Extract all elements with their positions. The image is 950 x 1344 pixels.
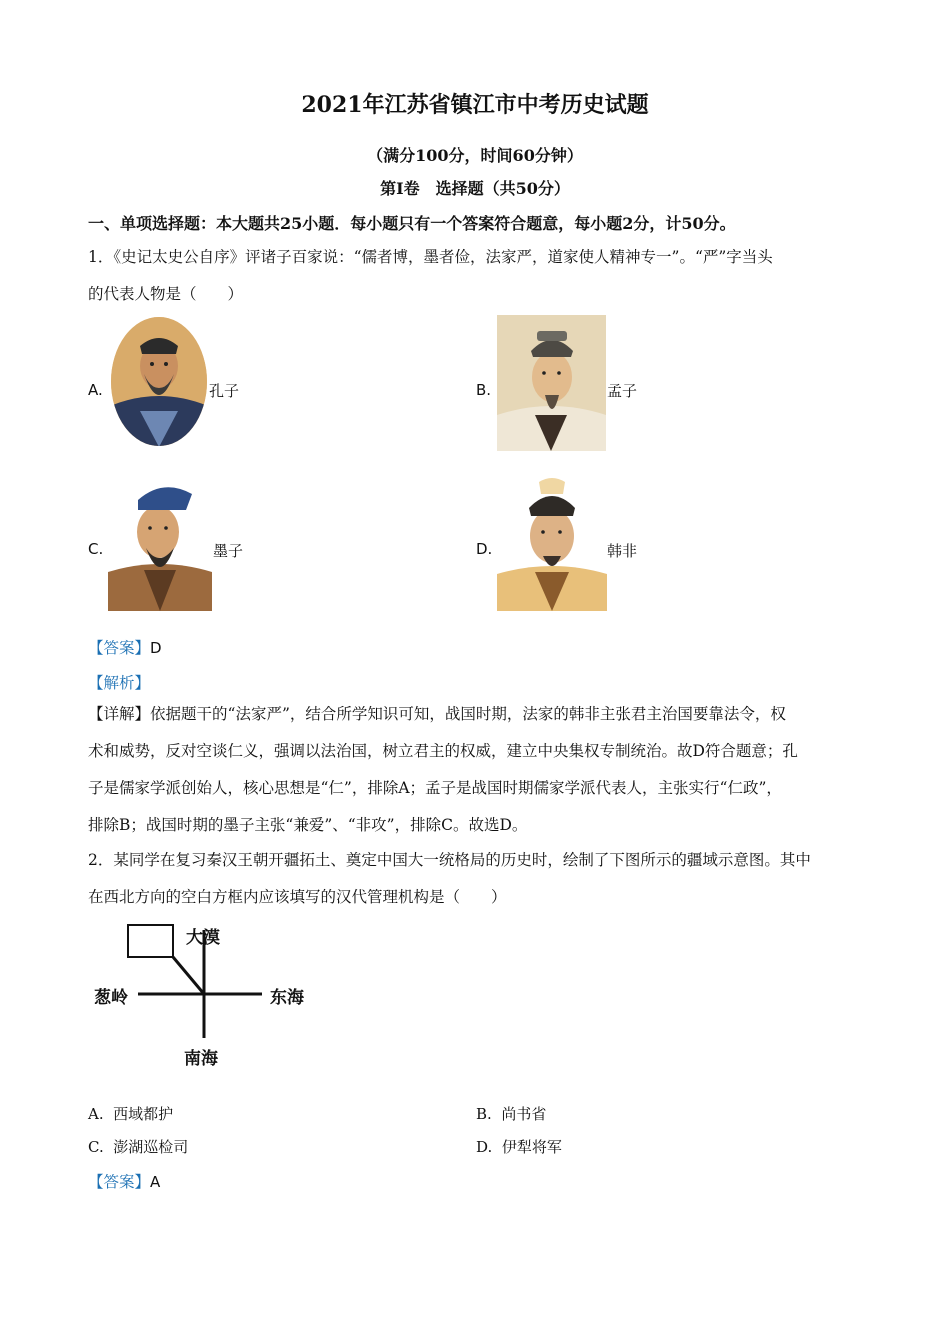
q1-option-d-letter: D. bbox=[476, 540, 493, 558]
map-label-west: 葱岭 bbox=[94, 988, 128, 1008]
document-title: 2021年江苏省镇江市中考历史试题 bbox=[301, 92, 649, 118]
q1-analysis-label: 【解析】 bbox=[88, 674, 151, 692]
q1-answer bbox=[88, 636, 162, 658]
q1-option-a-text: 孔子 bbox=[209, 382, 240, 400]
section-heading: 一、单项选择题：本大题共25小题．每小题只有一个答案符合题意，每小题2分，计50分。 bbox=[88, 214, 736, 233]
detail-label: 【详解】 bbox=[88, 705, 151, 723]
option-text: 伊犁将军 bbox=[501, 1138, 562, 1156]
part-heading: 第Ⅰ卷 选择题（共50分） bbox=[380, 179, 570, 198]
q2-answer bbox=[88, 1170, 160, 1192]
exam-meta: （满分100分，时间60分钟） bbox=[367, 146, 583, 165]
answer-value: A bbox=[150, 1173, 161, 1191]
detail-text: 依据题干的“法家严”，结合所学知识可知，战国时期，法家的韩非主张君主治国要靠法令，权 bbox=[150, 705, 786, 723]
answer-label: 【答案】 bbox=[88, 639, 151, 657]
q1-option-d-text: 韩非 bbox=[607, 542, 638, 560]
option-text: 澎湖巡检司 bbox=[113, 1138, 189, 1156]
map-label-south: 南海 bbox=[184, 1049, 218, 1069]
q2-option-a bbox=[88, 1103, 173, 1124]
option-letter: B. bbox=[476, 1105, 492, 1123]
q2-option-b bbox=[476, 1103, 546, 1124]
option-text: 尚书省 bbox=[501, 1105, 547, 1123]
option-letter: C. bbox=[88, 1138, 104, 1156]
q2-stem-line2: 在西北方向的空白方框内应该填写的汉代管理机构是（ ） bbox=[88, 888, 507, 906]
mencius-portrait bbox=[497, 315, 606, 451]
answer-label: 【答案】 bbox=[88, 1173, 151, 1191]
option-letter: A. bbox=[88, 1105, 104, 1123]
q2-stem-line1: 2．某同学在复习秦汉王朝开疆拓土、奠定中国大一统格局的历史时，绘制了下图所示的疆域示意图。其中 bbox=[88, 851, 811, 869]
q1-option-b-text: 孟子 bbox=[607, 382, 638, 400]
confucius-portrait bbox=[110, 316, 208, 447]
q2-option-c bbox=[88, 1136, 188, 1157]
hanfei-portrait bbox=[497, 474, 607, 611]
blank-box bbox=[128, 925, 173, 957]
territory-sketch-map bbox=[90, 920, 320, 1070]
q1-detail-line2: 术和威势，反对空谈仁义，强调以法治国，树立君主的权威，建立中央集权专制统治。故D符合题意；孔 bbox=[88, 742, 798, 760]
map-label-east: 东海 bbox=[270, 988, 304, 1008]
q1-detail-line1 bbox=[88, 696, 786, 733]
answer-value: D bbox=[150, 639, 162, 657]
map-label-north: 大漠 bbox=[186, 928, 220, 948]
q1-stem-line1: 1．《史记太史公自序》评诸子百家说：“儒者博，墨者俭，法家严，道家使人精神专一”。“严”字当头 bbox=[88, 248, 773, 266]
q1-option-a-letter: A. bbox=[88, 381, 103, 399]
q1-option-c-text: 墨子 bbox=[213, 542, 244, 560]
q1-detail-line3: 子是儒家学派创始人，核心思想是“仁”，排除A；孟子是战国时期儒家学派代表人，主张实行“仁政”， bbox=[88, 779, 782, 797]
q1-detail-line4: 排除B；战国时期的墨子主张“兼爱”、“非攻”，排除C。故选D。 bbox=[88, 816, 528, 834]
option-letter: D. bbox=[476, 1138, 493, 1156]
option-text: 西域都护 bbox=[113, 1105, 174, 1123]
q2-option-d bbox=[476, 1136, 562, 1157]
q1-option-c-letter: C. bbox=[88, 540, 104, 558]
q1-option-b-letter: B. bbox=[476, 381, 492, 399]
q1-stem-line2: 的代表人物是（ ） bbox=[88, 285, 244, 303]
mozi-portrait bbox=[108, 474, 212, 611]
